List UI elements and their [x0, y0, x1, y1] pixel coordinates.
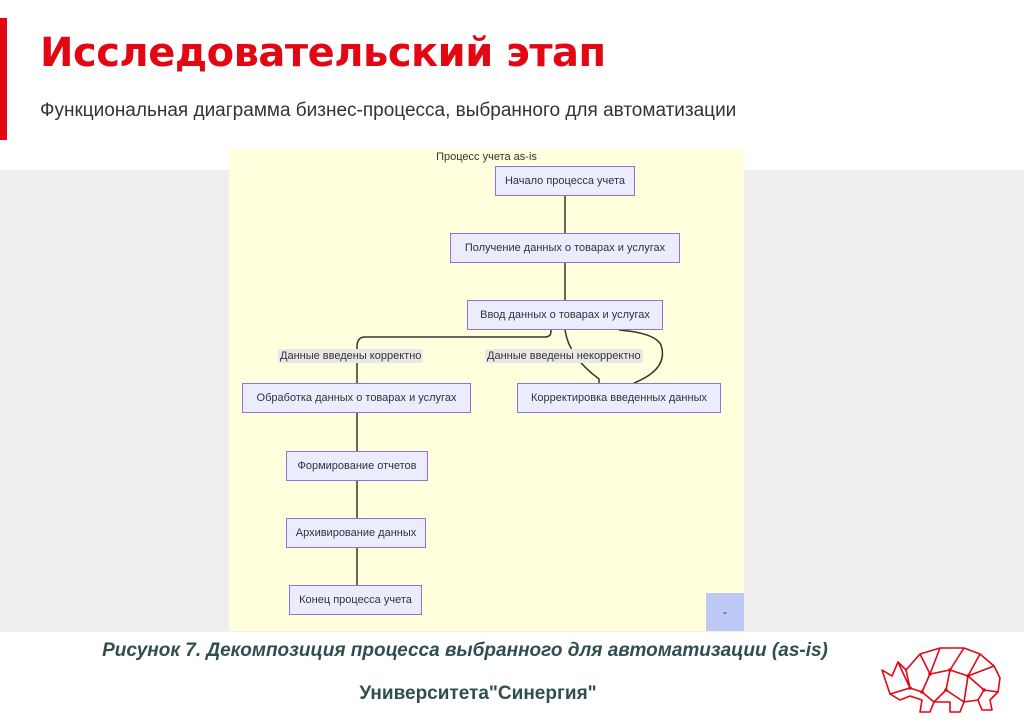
node-input: Ввод данных о товарах и услугах [467, 300, 663, 330]
figure-caption: Рисунок 7. Декомпозиция процесса выбранного для автоматизации (as-is) [102, 640, 828, 661]
node-receive: Получение данных о товарах и услугах [450, 233, 680, 263]
node-reports: Формирование отчетов [286, 451, 428, 481]
node-end: Конец процесса учета [289, 585, 422, 615]
node-correct: Корректировка введенных данных [517, 383, 721, 413]
diagram-title: Процесс учета as-is [436, 151, 537, 163]
edge-label-valid: Данные введены корректно [280, 350, 422, 362]
node-archive: Архивирование данных [286, 518, 426, 548]
collapse-button[interactable]: - [706, 593, 744, 631]
page-subtitle: Функциональная диаграмма бизнес-процесса, выбранного для автоматизации [40, 100, 737, 121]
page-title: Исследовательский этап [40, 30, 606, 76]
edge-label-invalid: Данные введены некорректно [487, 350, 641, 362]
flowchart [229, 149, 744, 631]
node-start: Начало процесса учета [495, 166, 635, 196]
node-process: Обработка данных о товарах и услугах [242, 383, 471, 413]
rhino-logo-icon [880, 640, 1010, 716]
university-name: Университета"Синергия" [359, 683, 597, 704]
accent-bar [0, 18, 7, 140]
